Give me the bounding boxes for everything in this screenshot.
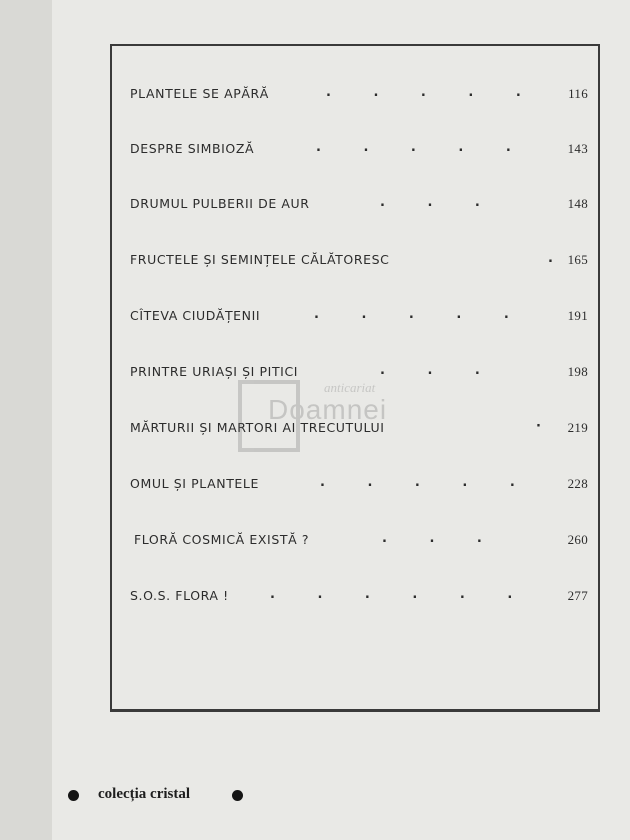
toc-entry-page: 277	[567, 588, 588, 603]
toc-entry	[130, 252, 588, 274]
toc-entry	[130, 86, 588, 108]
watermark-logo	[238, 380, 438, 460]
toc-entry-page: 198	[567, 364, 588, 379]
toc-entry-page: 165	[567, 252, 588, 267]
toc-entry-title: FLORĂ COSMICĂ EXISTĂ ?	[134, 532, 310, 547]
bullet-icon	[232, 790, 243, 801]
toc-entry-page: 116	[568, 86, 588, 101]
toc-entry-leader: . . . . .	[326, 85, 540, 100]
toc-entry	[130, 588, 588, 610]
toc-entry-title: CÎTEVA CIUDĂȚENII	[130, 308, 261, 323]
toc-entry	[130, 141, 588, 163]
toc-entry-page: 191	[567, 308, 588, 323]
toc-entry-leader: ·	[536, 419, 560, 434]
toc-entry-title: PLANTELE SE APĂRĂ	[130, 86, 269, 101]
toc-entry-title: PRINTRE URIAȘI ȘI PITICI	[130, 364, 299, 379]
toc-entry-title: S.O.S. FLORA !	[130, 588, 229, 603]
toc-entry-title: FRUCTELE ȘI SEMINȚELE CĂLĂTORESC	[130, 252, 390, 267]
toc-entry-leader: . . . . .	[320, 475, 534, 490]
toc-entry-title: DESPRE SIMBIOZĂ	[130, 141, 255, 156]
toc-entry-title: MĂRTURII ȘI MARTORI AI TRECUTULUI	[130, 420, 385, 435]
toc-entry-leader: . . .	[380, 363, 499, 378]
toc-entry-page: 228	[567, 476, 588, 491]
watermark-big-text: Doamnei	[268, 394, 388, 425]
toc-entry-title: DRUMUL PULBERII DE AUR	[130, 196, 310, 211]
toc-entry	[130, 476, 588, 498]
book-page	[52, 0, 630, 840]
toc-entry	[130, 196, 588, 218]
toc-entry-leader: . . .	[382, 531, 501, 546]
toc-entry	[130, 532, 588, 554]
watermark-small-text: anticariat	[324, 380, 376, 395]
toc-entry	[130, 308, 588, 330]
toc-entry-leader: . . . . . .	[270, 587, 532, 602]
toc-entry-page: 219	[567, 420, 588, 435]
table-of-contents-frame	[110, 44, 600, 712]
bullet-icon	[68, 790, 79, 801]
toc-entry-title: OMUL ȘI PLANTELE	[130, 476, 259, 491]
toc-entry-leader: . . . . .	[316, 140, 530, 155]
toc-entry-leader: . . . . .	[314, 307, 528, 322]
toc-entry-page: 143	[567, 141, 588, 156]
toc-entry-leader: .	[548, 251, 572, 266]
series-label: colecția cristal	[98, 786, 191, 802]
toc-entry-page: 148	[567, 196, 588, 211]
toc-entry-page: 260	[567, 532, 588, 547]
toc-entry-leader: . . .	[380, 195, 499, 210]
